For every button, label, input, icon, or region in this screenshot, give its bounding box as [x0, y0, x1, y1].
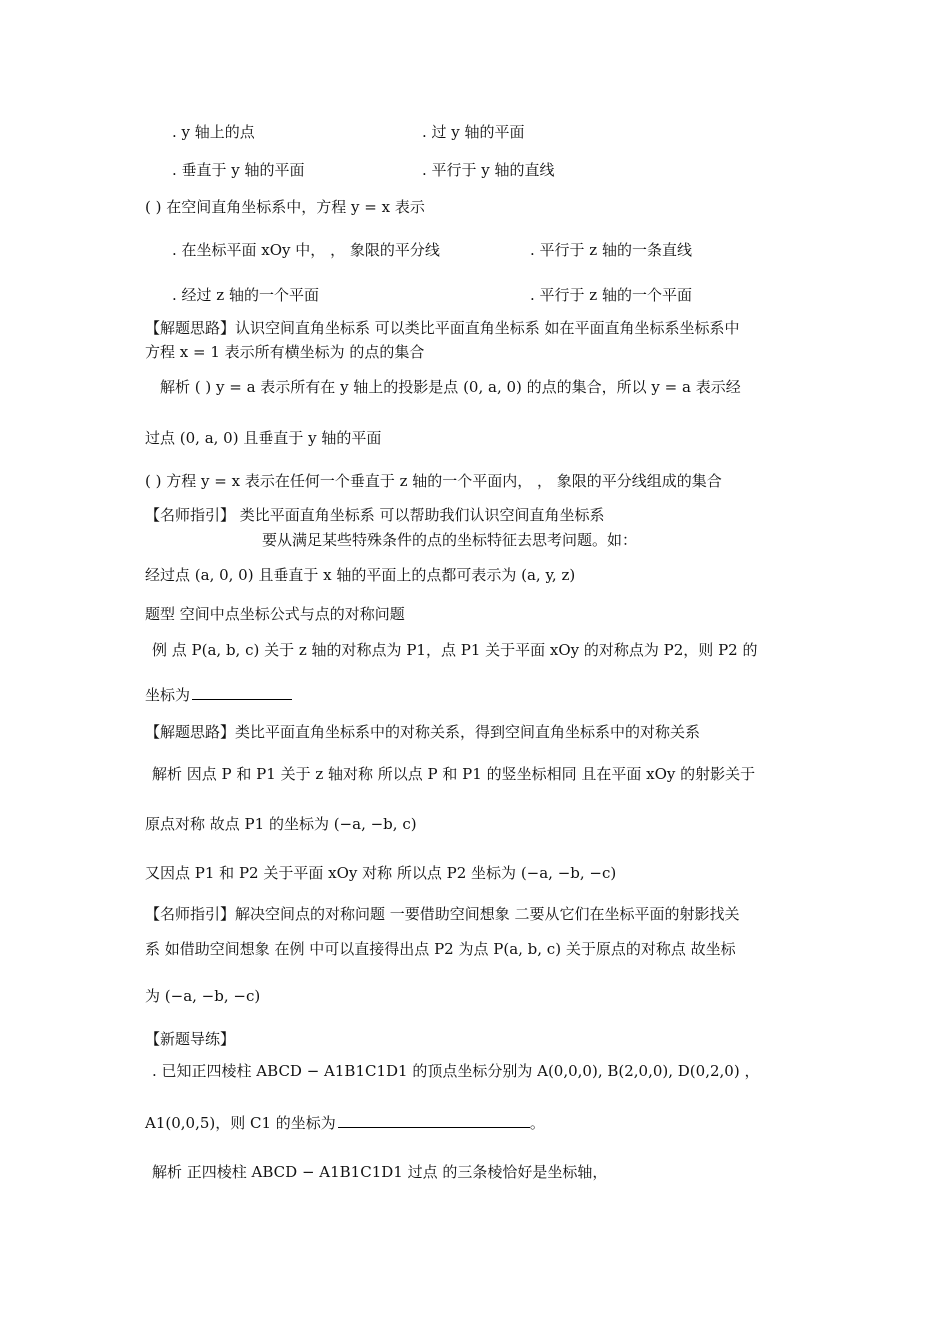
answer-blank-1[interactable]: [192, 685, 292, 700]
analysis-1-line-2: 过点 (0, a, 0) 且垂直于 y 轴的平面: [145, 429, 382, 447]
teacher-tip-2-line-3: 为 (−a, −b, −c): [145, 987, 261, 1005]
teacher-tip-1-line-3: 经过点 (a, 0, 0) 且垂直于 x 轴的平面上的点都可表示为 (a, y, z): [145, 566, 576, 584]
new-practice-heading: 【新题导练】: [145, 1030, 236, 1048]
q2-option-b: . 平行于 z 轴的一条直线: [530, 241, 692, 259]
analysis-2-line-2: 原点对称 故点 P1 的坐标为 (−a, −b, c): [145, 815, 417, 833]
analysis-2-line-1: 解析 因点 P 和 P1 关于 z 轴对称 所以点 P 和 P1 的竖坐标相同 且在平面 xOy 的射影关于: [152, 765, 756, 783]
teacher-tip-1-line-2: 要从满足某些特殊条件的点的坐标特征去思考问题。如：: [262, 531, 638, 549]
practice-1-line-2: [145, 1113, 545, 1133]
practice-1-end-mark: 。: [529, 1114, 545, 1132]
example-line-1: 例 点 P(a, b, c) 关于 z 轴的对称点为 P1，点 P1 关于平面 xOy 的对称点为 P2，则 P2 的: [152, 641, 758, 659]
q1-option-b: . 过 y 轴的平面: [422, 123, 525, 141]
q1-option-c: . 垂直于 y 轴的平面: [172, 161, 305, 179]
example-line-2: [145, 685, 292, 705]
solution-idea-2: 【解题思路】类比平面直角坐标系中的对称关系，得到空间直角坐标系中的对称关系: [145, 723, 701, 741]
solution-idea-1-line-1: 【解题思路】认识空间直角坐标系 可以类比平面直角坐标系 如在平面直角坐标系坐标系中: [145, 319, 740, 337]
q2-option-d: . 平行于 z 轴的一个平面: [530, 286, 692, 304]
teacher-tip-1-line-1: 【名师指引】 类比平面直角坐标系 可以帮助我们认识空间直角坐标系: [145, 506, 605, 524]
q2-option-c: . 经过 z 轴的一个平面: [172, 286, 319, 304]
solution-idea-1-line-2: 方程 x = 1 表示所有横坐标为 的点的集合: [145, 343, 425, 361]
teacher-tip-2-line-1: 【名师指引】解决空间点的对称问题 一要借助空间想象 二要从它们在坐标平面的射影找关: [145, 905, 740, 923]
teacher-tip-2-line-2: 系 如借助空间想象 在例 中可以直接得出点 P2 为点 P(a, b, c) 关于原点的对称点 故坐标: [145, 940, 736, 958]
q2-option-a: . 在坐标平面 xOy 中， ， 象限的平分线: [172, 241, 440, 259]
analysis-2-line-3: 又因点 P1 和 P2 关于平面 xOy 对称 所以点 P2 坐标为 (−a, −b, −c): [145, 864, 617, 882]
practice-1-question: A1(0,0,5)，则 C1 的坐标为: [145, 1114, 336, 1132]
practice-1-line-1: . 已知正四棱柱 ABCD − A1B1C1D1 的顶点坐标分别为 A(0,0,0), B(2,0,0), D(0,2,0) ，: [152, 1062, 760, 1080]
question-type-heading: 题型 空间中点坐标公式与点的对称问题: [145, 605, 405, 623]
answer-blank-2[interactable]: [338, 1113, 530, 1128]
q1-option-a: . y 轴上的点: [172, 123, 255, 141]
analysis-1-line-1: 解析 ( ) y = a 表示所有在 y 轴上的投影是点 (0, a, 0) 的点的集合，所以 y = a 表示经: [160, 378, 741, 396]
q1-option-d: . 平行于 y 轴的直线: [422, 161, 555, 179]
q2-stem: ( ) 在空间直角坐标系中，方程 y = x 表示: [145, 198, 425, 216]
example-answer-label: 坐标为: [145, 686, 191, 704]
analysis-1-line-3: ( ) 方程 y = x 表示在任何一个垂直于 z 轴的一个平面内， ， 象限的平分线组成的集合: [145, 472, 722, 490]
analysis-3: 解析 正四棱柱 ABCD − A1B1C1D1 过点 的三条棱恰好是坐标轴，: [152, 1163, 608, 1181]
